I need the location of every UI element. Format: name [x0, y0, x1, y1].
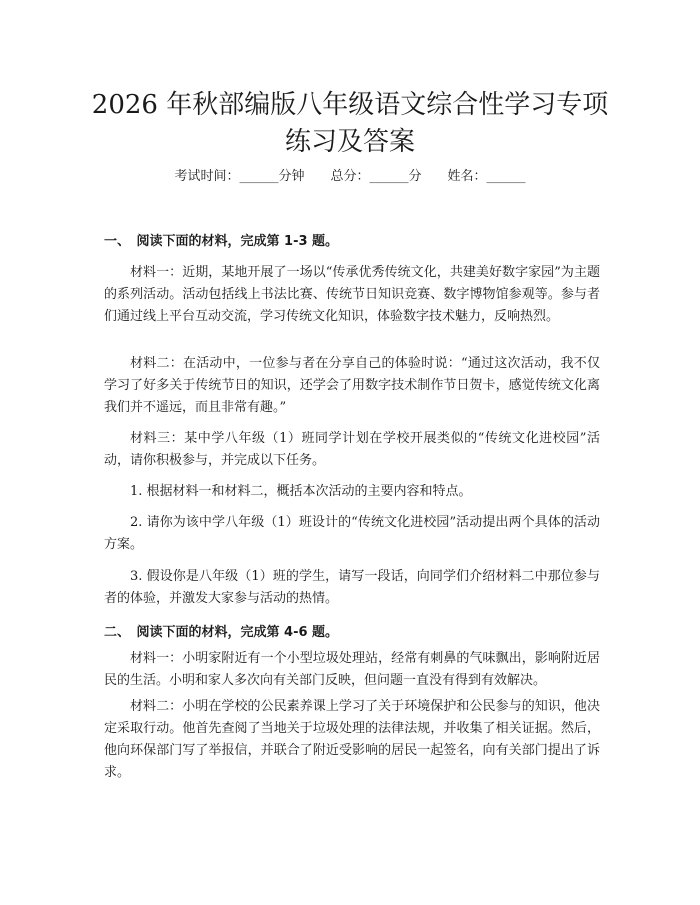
section-1-question-3: 3. 假设你是八年级（1）班的学生，请写一段话，向同学们介绍材料二中那位参与者的体验，并激发大家参与活动的热情。: [104, 569, 600, 606]
section-2-heading: 二、 阅读下面的材料，完成第 4-6 题。: [104, 625, 339, 640]
section-1-material-3: 材料三：某中学八年级（1）班同学计划在学校开展类似的“传统文化进校园”活动，请你积极参与，并完成以下任务。: [104, 431, 600, 468]
section-2-material-1: 材料一：小明家附近有一个小型垃圾处理站，经常有刺鼻的气味飘出，影响附近居民的生活。小明和家人多次向有关部门反映，但问题一直没有得到有效解决。: [104, 651, 600, 688]
section-2-material-2: 材料二：小明在学校的公民素养课上学习了关于环境保护和公民参与的知识，他决定采取行动。他首先查阅了当地关于垃圾处理的法律法规，并收集了相关证据。然后，他向环保部门写了举报信，并联合了附近受影响的居民一起签名，向有关部门提出了诉求。: [104, 699, 600, 780]
section-1-question-2: 2. 请你为该中学八年级（1）班设计的“传统文化进校园”活动提出两个具体的活动方案。: [104, 515, 600, 552]
exam-info-line: 考试时间：______分钟 总分：______分 姓名：______: [174, 169, 526, 184]
document-title-line2: 练习及答案: [284, 127, 415, 157]
section-1-heading: 一、 阅读下面的材料，完成第 1-3 题。: [104, 234, 339, 249]
section-1-material-2: 材料二：在活动中，一位参与者在分享自己的体验时说：“通过这次活动，我不仅学习了好多关于传统节日的知识，还学会了用数字技术制作节日贺卡，感觉传统文化离我们并不遥远，而且非常有趣。”: [104, 356, 600, 415]
section-1-question-1: 1. 根据材料一和材料二，概括本次活动的主要内容和特点。: [130, 484, 472, 499]
section-1-material-1: 材料一：近期，某地开展了一场以“传承优秀传统文化，共建美好数字家园”为主题的系列活动。活动包括线上书法比赛、传统节日知识竞赛、数字博物馆参观等。参与者们通过线上平台互动交流，学习传统文化知识，体验数字技术魅力，反响热烈。: [104, 265, 600, 324]
document-title-line1: 2026 年秋部编版八年级语文综合性学习专项: [91, 90, 609, 120]
